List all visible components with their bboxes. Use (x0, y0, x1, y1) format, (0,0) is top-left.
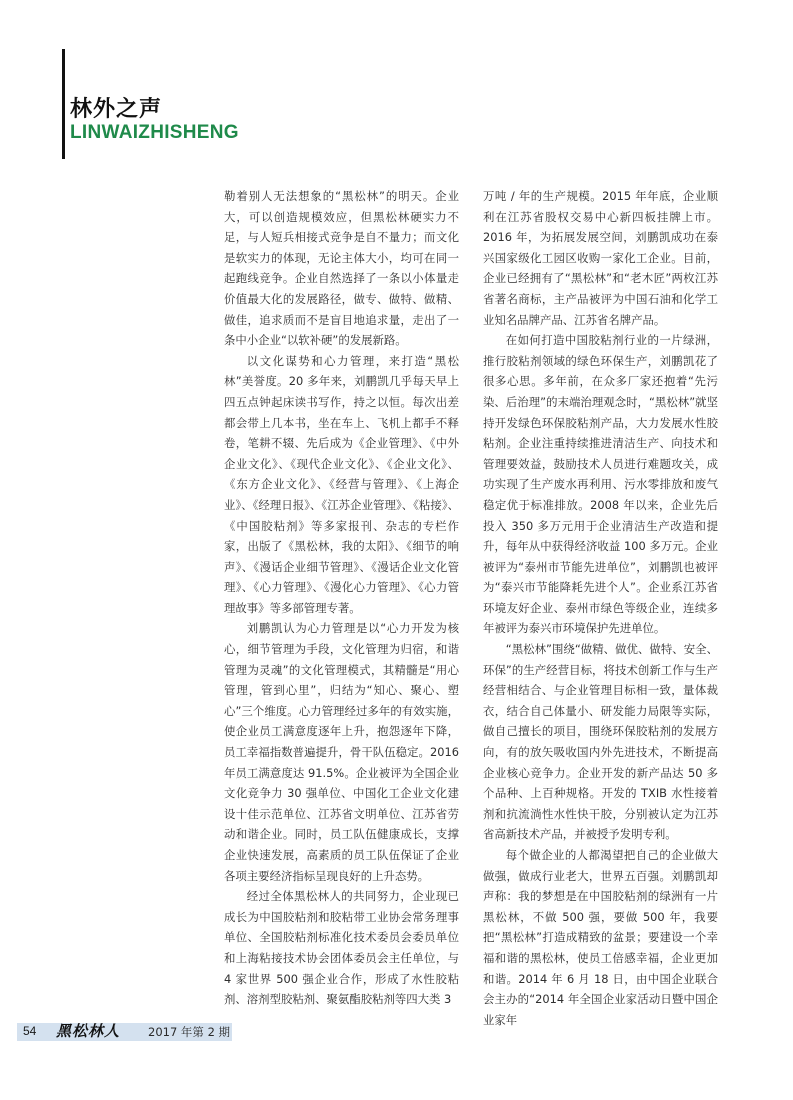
section-title: 林外之声 (70, 97, 163, 122)
right-column (483, 186, 718, 1030)
paragraph: 在如何打造中国胶粘剂行业的一片绿洲，推行胶粘剂领域的绿色环保生产，刘鹏凯花了很多心思。多年前，在众多厂家还抱着“先污染、后治理”的末端治理观念时，“黑松林”就坚持开发绿色环保胶粘剂产品，大力发展水性胶粘剂。企业注重持续推进清洁生产、向技术和管理要效益，鼓励技术人员进行难题攻关，成功实现了生产废水再利用、污水零排放和废气稳定优于标准排放。2008 年以来，企业先后投入 350 多万元用于企业清洁生产改造和提升，每年从中获得经济收益 100 多万元。企业被评为“泰州市节能先进单位”，刘鹏凯也被评为“泰兴市节能降耗先进个人”。企业系江苏省环境友好企业、泰州市绿色等级企业，连续多年被评为泰兴市环境保护先进单位。 (483, 333, 718, 636)
paragraph: “黑松林”围绕“做精、做优、做特、安全、环保”的生产经营目标，将技术创新工作与生产经营相结合、与企业管理目标相一致，量体裁衣，结合自己体量小、研发能力局限等实际，做自己擅长的项目，围绕环保胶粘剂的发展方向，有的放矢吸收国内外先进技术，不断提高企业核心竞争力。企业开发的新产品达 50 多个品种、上百种规格。开发的 TXIB 水性接着剂和抗流淌性水性快干胶，分别被认定为江苏省高新技术产品，并被授予发明专利。 (483, 642, 718, 842)
page-number: 54 (23, 1024, 37, 1038)
paragraph: 每个做企业的人都渴望把自己的企业做大做强，做成行业老大，世界五百强。刘鹏凯却声称：我的梦想是在中国胶粘剂的绿洲有一片黑松林，不做 500 强，要做 500 年，我要把“黑松林”打造成精致的盆景；要建设一个幸福和谐的黑松林，使员工倍感幸福，企业更加和谐。2014 年 6 月 18 日，由中国企业联合会主办的“2014 年全国企业家活动日暨中国企业家年 (483, 848, 718, 1027)
paragraph: 刘鹏凯认为心力管理是以“心力开发为核心，细节管理为手段，文化管理为归宿，和谐管理为灵魂”的文化管理模式，其精髓是“用心管理，管到心里”，归结为“知心、聚心、塑心”三个维度。心力管理经过多年的有效实施，使企业员工满意度逐年上升，抱怨逐年下降，员工幸福指数普遍提升，骨干队伍稳定。2016 年员工满意度达 91.5%。企业被评为全国企业文化竞争力 30 强单位、中国化工企业文化建设十佳示范单位、江苏省文明单位、江苏省劳动和谐企业。同时，员工队伍健康成长，支撑企业快速发展，高素质的员工队伍保证了企业各项主要经济指标呈现良好的上升态势。 (224, 621, 459, 883)
paragraph: 以文化谋势和心力管理，来打造“黑松林”美誉度。20 多年来，刘鹏凯几乎每天早上四五点钟起床读书写作，持之以恒。每次出差都会带上几本书，坐在车上、飞机上都手不释卷，笔耕不辍、先后成为《企业管理》、《中外企业文化》、《现代企业文化》、《企业文化》、《东方企业文化》、《经营与管理》、《上海企业》、《经理日报》、《江苏企业管理》、《粘接》、《中国胶粘剂》等多家报刊、杂志的专栏作家，出版了《黑松林，我的太阳》、《细节的响声》、《漫话企业细节管理》、《漫话企业文化管理》、《心力管理》、《漫化心力管理》、《心力管理故事》等多部管理专著。 (224, 353, 459, 615)
paragraph: 万吨 / 年的生产规模。2015 年年底，企业顺利在江苏省股权交易中心新四板挂牌上市。2016 年，为拓展发展空间，刘鹏凯成功在泰兴国家级化工园区收购一家化工企业。目前，企业已经拥有了“黑松林”和“老木匠”两枚江苏省著名商标，主产品被评为中国石油和化学工业知名品牌产品、江苏省名牌产品。 (483, 189, 718, 327)
section-rule (62, 49, 65, 159)
issue-label: 2017 年第 2 期 (148, 1025, 231, 1039)
left-column (224, 186, 459, 1010)
paragraph: 勒着别人无法想象的“黑松林”的明天。企业大，可以创造规模效应，但黑松林硬实力不足，与人短兵相接式竞争是自不量力；而文化是软实力的体现，无论主体大小，均可在同一起跑线竞争。企业自然选择了一条以小体量走价值最大化的发展路径，做专、做特、做精、做佳，追求质而不是盲目地追求量，走出了一条中小企业“以软补硬”的发展新路。 (224, 189, 459, 348)
magazine-logo: 黑松林人 (56, 1022, 121, 1040)
paragraph: 经过全体黑松林人的共同努力，企业现已成长为中国胶粘剂和胶粘带工业协会常务理事单位、全国胶粘剂标准化技术委员会委员单位和上海粘接技术协会团体委员会主任单位，与 4 家世界 500 强企业合作，形成了水性胶粘剂、溶剂型胶粘剂、聚氨酯胶粘剂等四大类 3 (224, 889, 459, 1007)
section-subtitle: LINWAIZHISHENG (70, 122, 239, 143)
